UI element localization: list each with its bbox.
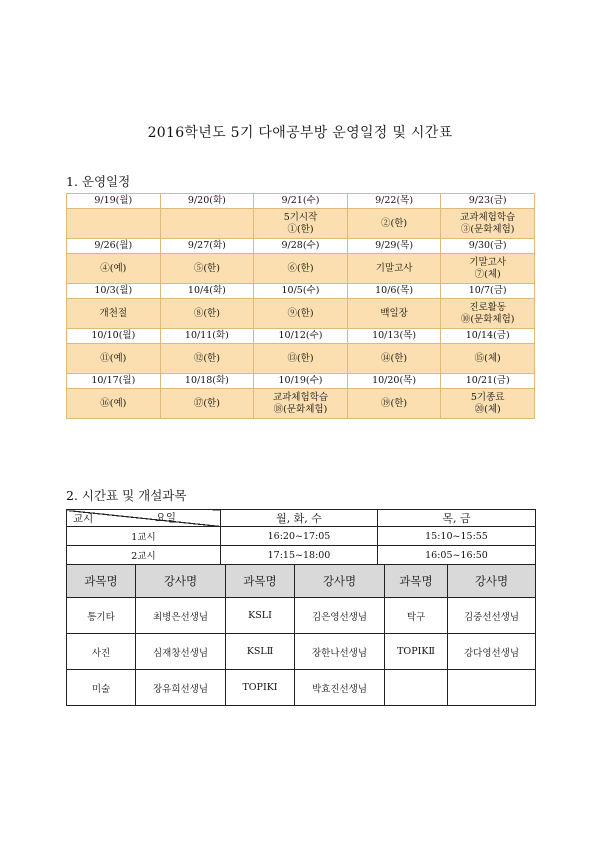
- schedule-activity-row: [67, 254, 535, 284]
- instructor-cell: 김은영선생님: [295, 598, 385, 634]
- activity-text: 기말고사: [469, 256, 507, 268]
- instructor-cell: 강다영선생님: [448, 634, 536, 670]
- period-label: 1교시: [67, 527, 221, 546]
- activity-text: ⑧(한): [193, 307, 220, 319]
- period-label: 2교시: [67, 546, 221, 565]
- schedule-date-row: [67, 284, 535, 299]
- activity-text: ⑫(한): [193, 352, 220, 364]
- schedule-activity-cell: [441, 344, 535, 374]
- header-subject: 과목명: [385, 565, 448, 598]
- schedule-activity-cell: [254, 299, 348, 329]
- time-cell: 16:05~16:50: [378, 546, 536, 565]
- schedule-activity-row: [67, 209, 535, 239]
- activity-text: ⑦(체): [474, 268, 501, 280]
- schedule-date-cell: 10/18(화): [160, 374, 254, 389]
- activity-text: 교과체험학습: [460, 211, 516, 223]
- schedule-activity-cell: [254, 254, 348, 284]
- activity-text: 교과체험학습: [272, 391, 329, 403]
- schedule-activity-cell: [254, 209, 348, 239]
- schedule-date-cell: 9/23(금): [441, 194, 535, 209]
- subject-cell: KSLⅡ: [226, 634, 295, 670]
- schedule-activity-row: [67, 344, 535, 374]
- instructor-cell: 장유희선생님: [136, 670, 226, 706]
- schedule-date-cell: 10/17(월): [67, 374, 161, 389]
- activity-text: 5기시작: [283, 211, 318, 223]
- time-cell: 17:15~18:00: [221, 546, 378, 565]
- header-instructor: 강사명: [295, 565, 385, 598]
- corner-day-label: 요일: [155, 512, 176, 524]
- schedule-activity-cell: [67, 344, 161, 374]
- schedule-activity-cell: [160, 254, 254, 284]
- header-subject: 과목명: [226, 565, 295, 598]
- activity-text: 기말고사: [375, 262, 413, 274]
- section-heading-timetable: 2. 시간표 및 개설과목: [66, 488, 187, 503]
- instructor-cell: 최병은선생님: [136, 598, 226, 634]
- activity-text: 백일장: [380, 307, 408, 319]
- instructor-cell: 장한나선생님: [295, 634, 385, 670]
- schedule-date-cell: 10/7(금): [441, 284, 535, 299]
- activity-text: ②(한): [381, 217, 408, 229]
- subject-cell: 탁구: [385, 598, 448, 634]
- activity-text: ③(문화체험): [460, 223, 515, 235]
- timetable-row: [67, 527, 536, 546]
- subject-cell: 사진: [67, 634, 136, 670]
- schedule-activity-cell: [160, 209, 254, 239]
- corner-period-label: 교시: [73, 513, 94, 525]
- subject-cell: KSLⅠ: [226, 598, 295, 634]
- activity-text: ⑯(예): [100, 397, 127, 409]
- header-instructor: 강사명: [448, 565, 536, 598]
- schedule-activity-cell: [254, 389, 348, 419]
- schedule-date-cell: 10/11(화): [160, 329, 254, 344]
- schedule-activity-cell: [441, 209, 535, 239]
- schedule-date-cell: 9/21(수): [254, 194, 348, 209]
- instructor-cell: 심재창선생님: [136, 634, 226, 670]
- subject-cell: [385, 670, 448, 706]
- subject-cell: TOPIKⅡ: [385, 634, 448, 670]
- day-group-thu-fri: 목, 금: [378, 510, 536, 527]
- activity-text: ⑩(문화체험): [460, 313, 515, 325]
- timetable-row: [67, 546, 536, 565]
- schedule-date-cell: 10/3(월): [67, 284, 161, 299]
- courses-row: [67, 634, 536, 670]
- page-title: 2016학년도 5기 다애공부방 운영일정 및 시간표: [147, 125, 453, 141]
- schedule-date-row: [67, 239, 535, 254]
- activity-text: 개천절: [99, 307, 128, 319]
- schedule-activity-cell: [347, 209, 441, 239]
- schedule-date-cell: 9/27(화): [160, 239, 254, 254]
- activity-text: ⑥(한): [287, 262, 314, 274]
- section-heading-schedule: 1. 운영일정: [66, 174, 131, 189]
- schedule-date-cell: 9/26(월): [67, 239, 161, 254]
- schedule-date-cell: 10/12(수): [254, 329, 348, 344]
- schedule-activity-cell: [441, 299, 535, 329]
- schedule-date-cell: 10/10(월): [67, 329, 161, 344]
- subject-cell: TOPIKⅠ: [226, 670, 295, 706]
- activity-text: ⑲(한): [381, 397, 408, 409]
- schedule-date-cell: 10/5(수): [254, 284, 348, 299]
- schedule-date-cell: 10/20(목): [347, 374, 441, 389]
- schedule-date-cell: 9/22(목): [347, 194, 441, 209]
- schedule-date-cell: 10/13(목): [347, 329, 441, 344]
- schedule-date-cell: 9/30(금): [441, 239, 535, 254]
- activity-text: 5기종료: [470, 391, 505, 403]
- schedule-activity-cell: [160, 299, 254, 329]
- schedule-activity-cell: [67, 299, 161, 329]
- schedule-activity-cell: [160, 344, 254, 374]
- instructor-cell: [448, 670, 536, 706]
- schedule-activity-cell: [347, 299, 441, 329]
- timetable-table: [66, 509, 536, 565]
- period-day-corner-cell: [67, 510, 221, 527]
- schedule-table: [66, 193, 535, 419]
- schedule-date-cell: 9/29(목): [347, 239, 441, 254]
- header-subject: 과목명: [67, 565, 136, 598]
- schedule-activity-cell: [347, 254, 441, 284]
- subject-cell: 미술: [67, 670, 136, 706]
- schedule-date-cell: 10/6(목): [347, 284, 441, 299]
- schedule-date-cell: 10/21(금): [441, 374, 535, 389]
- activity-text: ⑪(예): [100, 352, 127, 364]
- schedule-activity-row: [67, 389, 535, 419]
- schedule-activity-cell: [347, 389, 441, 419]
- activity-text: ①(한): [287, 223, 314, 235]
- schedule-activity-cell: [67, 254, 161, 284]
- schedule-date-cell: 9/20(화): [160, 194, 254, 209]
- schedule-date-cell: 10/19(수): [254, 374, 348, 389]
- courses-header-row: [67, 565, 536, 598]
- header-instructor: 강사명: [136, 565, 226, 598]
- instructor-cell: 박효진선생님: [295, 670, 385, 706]
- time-cell: 16:20~17:05: [221, 527, 378, 546]
- schedule-date-cell: 10/4(화): [160, 284, 254, 299]
- instructor-cell: 김중선선생님: [448, 598, 536, 634]
- courses-row: [67, 670, 536, 706]
- schedule-date-cell: 9/19(월): [67, 194, 161, 209]
- courses-table: [66, 564, 536, 706]
- timetable-header-row: [67, 510, 536, 527]
- activity-text: ④(예): [100, 262, 127, 274]
- schedule-activity-cell: [160, 389, 254, 419]
- time-cell: 15:10~15:55: [378, 527, 536, 546]
- activity-text: ⑮(체): [474, 352, 501, 364]
- schedule-activity-cell: [67, 389, 161, 419]
- activity-text: ⑤(한): [193, 262, 220, 274]
- activity-text: ⑰(한): [193, 397, 220, 409]
- activity-text: ⑬(한): [287, 352, 314, 364]
- schedule-date-cell: 10/14(금): [441, 329, 535, 344]
- schedule-activity-cell: [441, 389, 535, 419]
- day-group-mon-tue-wed: 월, 화, 수: [221, 510, 378, 527]
- schedule-activity-cell: [441, 254, 535, 284]
- schedule-date-row: [67, 374, 535, 389]
- activity-text: ⑱(문화체험): [273, 403, 328, 415]
- schedule-date-cell: 9/28(수): [254, 239, 348, 254]
- activity-text: ⑨(한): [287, 307, 314, 319]
- activity-text: 진로활동: [469, 301, 507, 313]
- subject-cell: 통기타: [67, 598, 136, 634]
- activity-text: ⑳(체): [474, 403, 501, 415]
- schedule-activity-cell: [254, 344, 348, 374]
- schedule-date-row: [67, 194, 535, 209]
- schedule-activity-cell: [347, 344, 441, 374]
- schedule-activity-row: [67, 299, 535, 329]
- activity-text: ⑭(한): [381, 352, 408, 364]
- schedule-date-row: [67, 329, 535, 344]
- schedule-activity-cell: [67, 209, 161, 239]
- courses-row: [67, 598, 536, 634]
